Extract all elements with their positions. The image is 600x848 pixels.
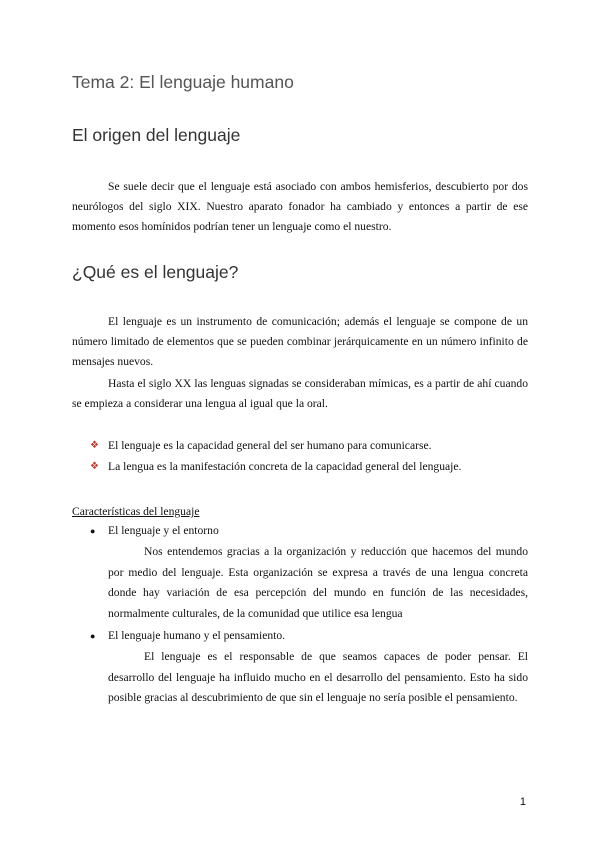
dot-bullet-icon: ● bbox=[90, 631, 96, 641]
list-item-label: El lenguaje humano y el pensamiento. bbox=[108, 629, 286, 642]
list-item-label: El lenguaje y el entorno bbox=[108, 524, 219, 537]
list-item-text: El lenguaje es la capacidad general del ser humano para comunicarse. bbox=[108, 439, 432, 452]
section-heading-origen: El origen del lenguaje bbox=[72, 125, 241, 145]
paragraph-entorno: Nos entendemos gracias a la organización y reducción que hacemos del mundo por medio del lenguaje. Esta organización se expresa a través de una lengua concreta donde hay variación de esa percepción del mundo en función de las necesidades, normalmente culturales, de la comunidad que utilice esa lengua bbox=[108, 545, 528, 620]
paragraph-lenguas-signadas: Hasta el siglo XX las lenguas signadas se consideraban mímicas, es a partir de ahí cuando se empieza a considerar una lengua al igual que la oral. bbox=[72, 377, 528, 410]
paragraph-origen: Se suele decir que el lenguaje está asociado con ambos hemisferios, descubierto por dos neurólogos del siglo XIX. Nuestro aparato fonador ha cambiado y entonces a partir de ese momento esos homínidos podrían tener un lenguaje como el nuestro. bbox=[72, 180, 528, 233]
characteristics-heading: Características del lenguaje bbox=[72, 505, 200, 518]
diamond-bullet-icon: ❖ bbox=[90, 440, 99, 451]
section-heading-que-es: ¿Qué es el lenguaje? bbox=[72, 262, 239, 282]
document-title: Tema 2: El lenguaje humano bbox=[72, 72, 294, 92]
paragraph-definicion: El lenguaje es un instrumento de comunicación; además el lenguaje se compone de un número limitado de elementos que se pueden combinar jerárquicamente en un número infinito de mensajes nuevos. bbox=[72, 315, 528, 368]
dot-bullet-icon: ● bbox=[90, 526, 96, 536]
paragraph-pensamiento: El lenguaje es el responsable de que seamos capaces de poder pensar. El desarrollo del lenguaje ha influido mucho en el desarrollo del pensamiento. Esto ha sido posible gracias al descubrimiento de que sin el lenguaje no sería posible el pensamiento. bbox=[108, 650, 528, 704]
list-item-text: La lengua es la manifestación concreta de la capacidad general del lenguaje. bbox=[108, 460, 462, 473]
page-number: 1 bbox=[519, 796, 526, 808]
diamond-bullet-icon: ❖ bbox=[90, 461, 99, 472]
